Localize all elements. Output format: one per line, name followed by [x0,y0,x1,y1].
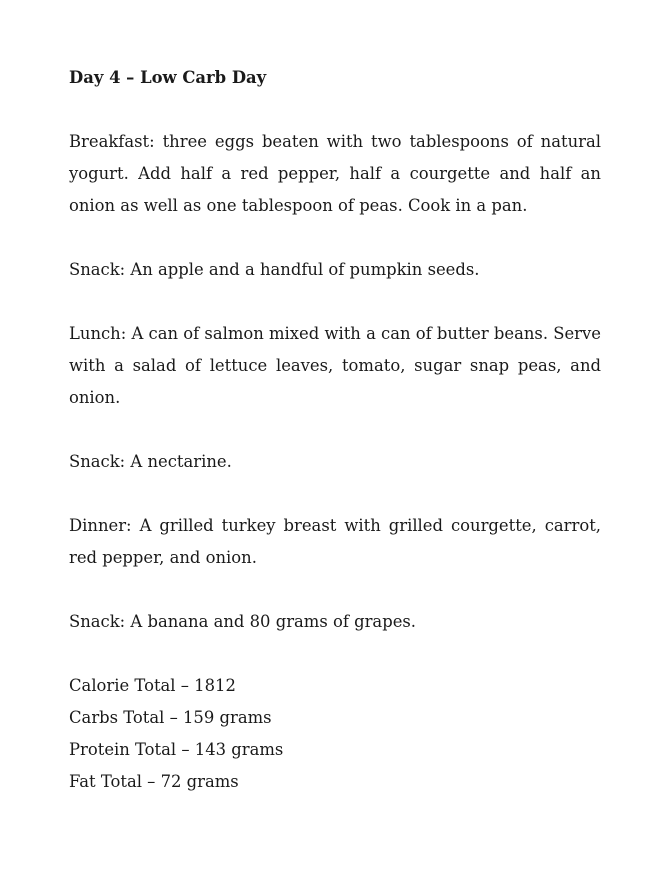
meal-text: A nectarine. [130,452,232,471]
meal-label: Snack: [69,452,126,471]
total-fat: Fat Total – 72 grams [69,772,239,791]
meal-dinner [69,510,601,574]
total-calories: Calorie Total – 1812 [69,676,236,695]
meal-breakfast [69,126,601,222]
meal-snack-2 [69,446,601,478]
meal-snack-1 [69,254,601,286]
total-carbs: Carbs Total – 159 grams [69,708,272,727]
total-protein: Protein Total – 143 grams [69,740,284,759]
meal-label: Lunch: [69,324,127,343]
page-title: Day 4 – Low Carb Day [69,68,267,87]
meal-label: Snack: [69,612,126,631]
document-page [69,62,601,798]
meal-text: A banana and 80 grams of grapes. [130,612,417,631]
meal-text: A grilled turkey breast with grilled courgette, carrot, red pepper, and onion. [69,516,601,567]
nutrition-totals [69,670,601,798]
meal-label: Snack: [69,260,126,279]
meal-text: three eggs beaten with two tablespoons of natural yogurt. Add half a red pepper, half a courgette and half an onion as well as one tablespoon of peas. Cook in a pan. [69,132,601,215]
meal-snack-3 [69,606,601,638]
meal-lunch [69,318,601,414]
meal-text: An apple and a handful of pumpkin seeds. [130,260,480,279]
meal-label: Breakfast: [69,132,155,151]
meal-label: Dinner: [69,516,132,535]
meal-text: A can of salmon mixed with a can of butter beans. Serve with a salad of lettuce leaves, tomato, sugar snap peas, and onion. [69,324,601,407]
